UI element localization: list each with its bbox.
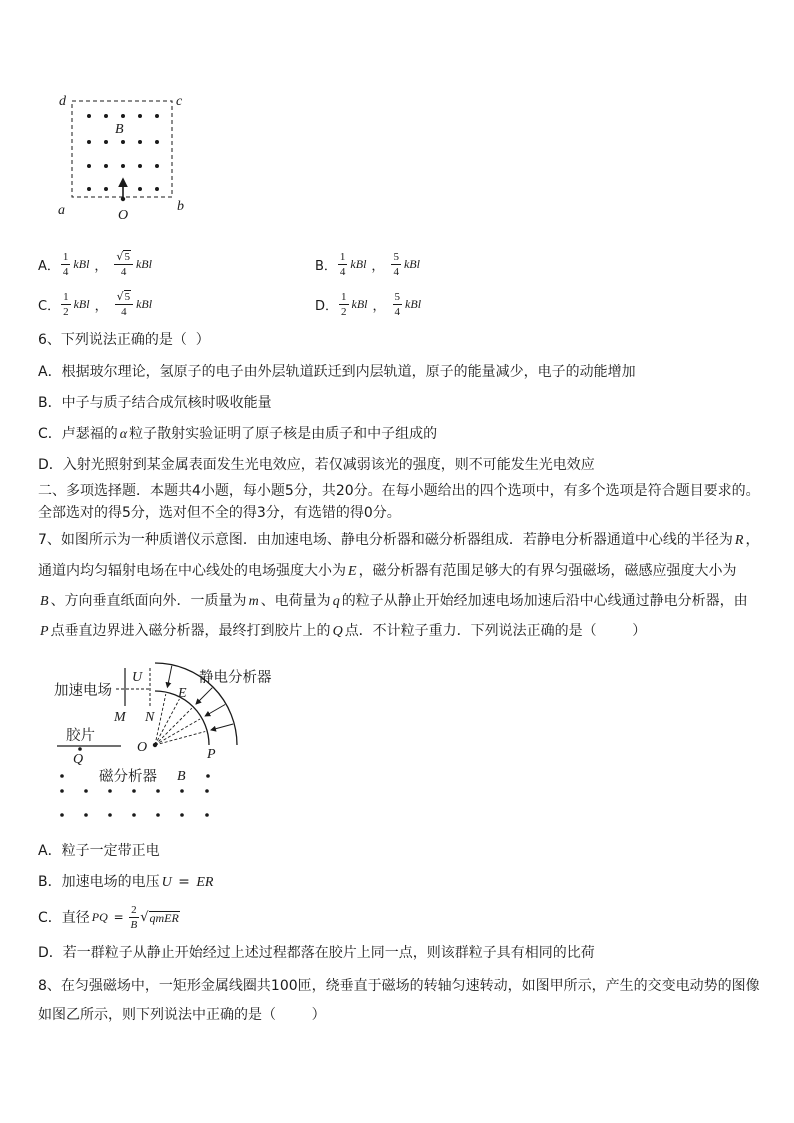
math-variable-pq: PQ bbox=[91, 909, 108, 924]
radial-line bbox=[155, 699, 179, 745]
field-arrow bbox=[205, 705, 225, 717]
label-magnetic-analyzer: 磁分析器 bbox=[99, 769, 157, 785]
fraction-numerator: 1 bbox=[339, 250, 346, 263]
label-point-q: Q bbox=[73, 752, 84, 767]
field-dot bbox=[87, 164, 91, 168]
text-run: B．加速电场的电压 bbox=[38, 874, 160, 890]
q6-option-a: A．根据玻尔理论，氢原子的电子由外层轨道跃迁到内层轨道，原子的能量减少，电子的动能增加 bbox=[38, 364, 636, 380]
math-variable: P bbox=[40, 624, 49, 639]
field-dot bbox=[205, 789, 209, 793]
fraction bbox=[391, 251, 401, 278]
section2-instructions-line2: 全部选对的得5分，选对但不全的得3分，有选错的得0分。 bbox=[38, 505, 401, 521]
point-q-dot bbox=[78, 747, 82, 751]
expression-kbl: kBl bbox=[351, 296, 368, 311]
origin-point bbox=[153, 743, 157, 747]
q8-stem-line2: 如图乙所示，则下列说法中正确的是（ ） bbox=[38, 1007, 326, 1023]
field-dot bbox=[104, 187, 108, 191]
figure-square-field bbox=[40, 85, 210, 225]
field-dot bbox=[60, 813, 64, 817]
field-dot bbox=[138, 164, 142, 168]
separator: ， bbox=[94, 298, 108, 314]
separator: ， bbox=[372, 298, 386, 314]
fraction bbox=[61, 291, 71, 318]
math-variable: α bbox=[119, 427, 128, 442]
corner-label-a: a bbox=[58, 203, 65, 218]
text-run: 7、如图所示为一种质谱仪示意图．由加速电场、静电分析器和磁分析器组成．若静电分析器通道中心线的半径为 bbox=[38, 532, 733, 548]
equals-sign: = bbox=[109, 910, 128, 924]
field-dot bbox=[108, 789, 112, 793]
field-dot bbox=[104, 114, 108, 118]
fraction-numerator: 1 bbox=[341, 290, 347, 303]
field-dot bbox=[84, 813, 88, 817]
expression-kbl: kBl bbox=[136, 296, 153, 311]
field-dot bbox=[138, 140, 142, 144]
field-dot bbox=[121, 140, 125, 144]
text-run: 、电荷量为 bbox=[260, 593, 331, 609]
math-variable: B bbox=[40, 594, 49, 609]
fraction-numerator: 2 bbox=[131, 903, 137, 916]
field-dot bbox=[156, 789, 160, 793]
option-letter: B． bbox=[315, 258, 337, 274]
field-dot bbox=[138, 114, 142, 118]
origin-label-o: O bbox=[118, 208, 129, 223]
math-variable: U bbox=[161, 875, 172, 890]
q7-option-c bbox=[38, 903, 180, 931]
field-dot bbox=[132, 789, 136, 793]
fraction-numerator: 1 bbox=[63, 290, 69, 303]
fraction-numerator bbox=[115, 290, 134, 305]
radicand: 5 bbox=[124, 291, 131, 303]
field-dot bbox=[84, 789, 88, 793]
field-dot bbox=[155, 114, 159, 118]
field-dot bbox=[60, 774, 64, 778]
field-dot bbox=[180, 813, 184, 817]
math-variable: m bbox=[248, 594, 259, 609]
separator: ， bbox=[371, 258, 385, 274]
label-film: 胶片 bbox=[66, 728, 95, 744]
q7-option-b bbox=[38, 872, 215, 892]
math-variable: q bbox=[332, 594, 340, 609]
fraction-denominator: 4 bbox=[394, 305, 401, 318]
corner-label-c: c bbox=[176, 94, 183, 109]
field-dot bbox=[87, 140, 91, 144]
radicand: 5 bbox=[124, 251, 130, 263]
field-dot bbox=[155, 164, 159, 168]
q8-stem-line1: 8、在匀强磁场中，一矩形金属线圈共100匝，绕垂直于磁场的转轴匀速转动，如图甲所示，产生的交变电动势的图像 bbox=[38, 978, 760, 994]
q6-stem: 6、下列说法正确的是（ ） bbox=[38, 332, 210, 348]
section2-instructions-line1: 二、多项选择题．本题共4小题，每小题5分，共20分。在每小题给出的四个选项中，有多个选项是符合题目要求的。 bbox=[38, 483, 760, 499]
fraction-denominator: 2 bbox=[341, 305, 347, 318]
separator: ， bbox=[94, 258, 108, 274]
field-dot bbox=[156, 813, 160, 817]
field-dot bbox=[60, 789, 64, 793]
corner-label-d: d bbox=[59, 94, 66, 109]
q6-option-b: B．中子与质子结合成氘核时吸收能量 bbox=[38, 395, 272, 411]
q5-option-a bbox=[38, 247, 153, 281]
text-run: 通道内均匀辐射电场在中心线处的电场强度大小为 bbox=[38, 563, 346, 579]
expression-kbl: kBl bbox=[73, 256, 90, 271]
q7-stem-line4 bbox=[38, 621, 646, 641]
option-letter: C． bbox=[38, 298, 61, 314]
field-dot bbox=[138, 187, 142, 191]
field-arrow bbox=[196, 688, 212, 704]
text-run: ， bbox=[745, 532, 760, 548]
option-letter: D． bbox=[315, 298, 339, 314]
field-dot bbox=[155, 187, 159, 191]
fraction-denominator: 4 bbox=[339, 265, 346, 278]
label-electrostatic-analyzer: 静电分析器 bbox=[199, 670, 272, 686]
q7-stem-line1 bbox=[38, 530, 759, 550]
math-variable: Q bbox=[332, 624, 343, 639]
label-plate-m: M bbox=[114, 710, 126, 725]
fraction bbox=[114, 250, 133, 278]
fraction bbox=[61, 251, 71, 278]
option-c-prefix: C．直径 bbox=[38, 910, 90, 926]
fraction-numerator: 5 bbox=[393, 250, 399, 263]
text-run: = bbox=[173, 874, 195, 890]
field-dot bbox=[87, 114, 91, 118]
label-field-e: E bbox=[178, 686, 187, 701]
fraction-numerator: 5 bbox=[394, 290, 401, 303]
label-origin-o: O bbox=[137, 740, 148, 755]
label-plate-n: N bbox=[145, 710, 155, 725]
text-run: 点．不计粒子重力．下列说法正确的是（ ） bbox=[344, 623, 647, 639]
fraction-denominator: B bbox=[130, 918, 138, 931]
q7-option-d: D．若一群粒子从静止开始经过上述过程都落在胶片上同一点，则该群粒子具有相同的比荷 bbox=[38, 945, 595, 961]
q5-option-d bbox=[315, 287, 422, 321]
expression-kbl: kBl bbox=[135, 256, 152, 271]
radicand: qmER bbox=[149, 910, 179, 925]
text-run: 粒子散射实验证明了原子核是由质子和中子组成的 bbox=[129, 426, 438, 442]
text-run: 、方向垂直纸面向外．一质量为 bbox=[50, 593, 247, 609]
field-label-b: B bbox=[115, 122, 124, 137]
radical-sign: √ bbox=[140, 909, 149, 925]
corner-label-b: b bbox=[177, 199, 184, 214]
expression-kbl: kBl bbox=[350, 256, 367, 271]
fraction-denominator: 2 bbox=[63, 305, 69, 318]
label-accelerating-field: 加速电场 bbox=[54, 683, 112, 699]
label-point-p: P bbox=[207, 747, 216, 762]
field-arrow bbox=[167, 666, 171, 688]
expression-kbl: kBl bbox=[403, 256, 420, 271]
label-voltage-u: U bbox=[132, 670, 143, 685]
text-run: 点垂直边界进入磁分析器，最终打到胶片上的 bbox=[50, 623, 331, 639]
radial-line bbox=[155, 694, 166, 745]
field-arrow bbox=[211, 724, 233, 730]
field-dot bbox=[121, 114, 125, 118]
expression-kbl: kBl bbox=[73, 296, 90, 311]
fraction bbox=[128, 904, 139, 931]
q6-option-d: D．入射光照射到某金属表面发生光电效应，若仅减弱该光的强度，则不可能发生光电效应 bbox=[38, 457, 595, 473]
text-run: ，磁分析器有范围足够大的有界匀强磁场，磁感应强度大小为 bbox=[358, 563, 737, 579]
fraction-denominator: 4 bbox=[120, 266, 127, 278]
expression-kbl: kBl bbox=[405, 296, 422, 311]
fraction bbox=[393, 291, 403, 318]
field-dot bbox=[180, 789, 184, 793]
field-dot bbox=[104, 140, 108, 144]
fraction-denominator: 4 bbox=[393, 265, 399, 278]
field-dot bbox=[205, 813, 209, 817]
origin-point bbox=[121, 197, 125, 201]
option-letter: A． bbox=[38, 258, 60, 274]
radical-sign: √ bbox=[116, 250, 124, 263]
q7-option-a: A．粒子一定带正电 bbox=[38, 843, 160, 859]
text-run: C．卢瑟福的 bbox=[38, 426, 118, 442]
field-dot bbox=[206, 774, 210, 778]
fraction-numerator bbox=[114, 250, 133, 265]
q7-stem-line3 bbox=[38, 591, 748, 611]
math-variable: ER bbox=[196, 875, 214, 890]
text-run: 的粒子从静止开始经加速电场加速后沿中心线通过静电分析器，由 bbox=[341, 593, 748, 609]
fraction-denominator: 4 bbox=[62, 265, 69, 278]
field-dot bbox=[104, 164, 108, 168]
field-dot bbox=[87, 187, 91, 191]
field-dot bbox=[132, 813, 136, 817]
math-variable: R bbox=[734, 533, 744, 548]
field-dot bbox=[155, 140, 159, 144]
fraction-denominator: 4 bbox=[121, 306, 127, 318]
field-dot bbox=[108, 813, 112, 817]
label-field-b: B bbox=[177, 769, 186, 784]
q6-option-c bbox=[38, 424, 437, 444]
fraction bbox=[338, 251, 348, 278]
fraction bbox=[339, 291, 349, 318]
q5-option-c bbox=[38, 287, 153, 321]
q5-option-b bbox=[315, 247, 421, 281]
math-variable: E bbox=[348, 564, 357, 579]
radical-sign: √ bbox=[116, 290, 124, 303]
fraction-numerator: 1 bbox=[62, 250, 69, 263]
fraction bbox=[115, 290, 134, 318]
figure-mass-spectrometer bbox=[40, 655, 300, 830]
radial-line bbox=[155, 732, 205, 746]
field-dot bbox=[121, 164, 125, 168]
q7-stem-line2 bbox=[38, 561, 737, 581]
